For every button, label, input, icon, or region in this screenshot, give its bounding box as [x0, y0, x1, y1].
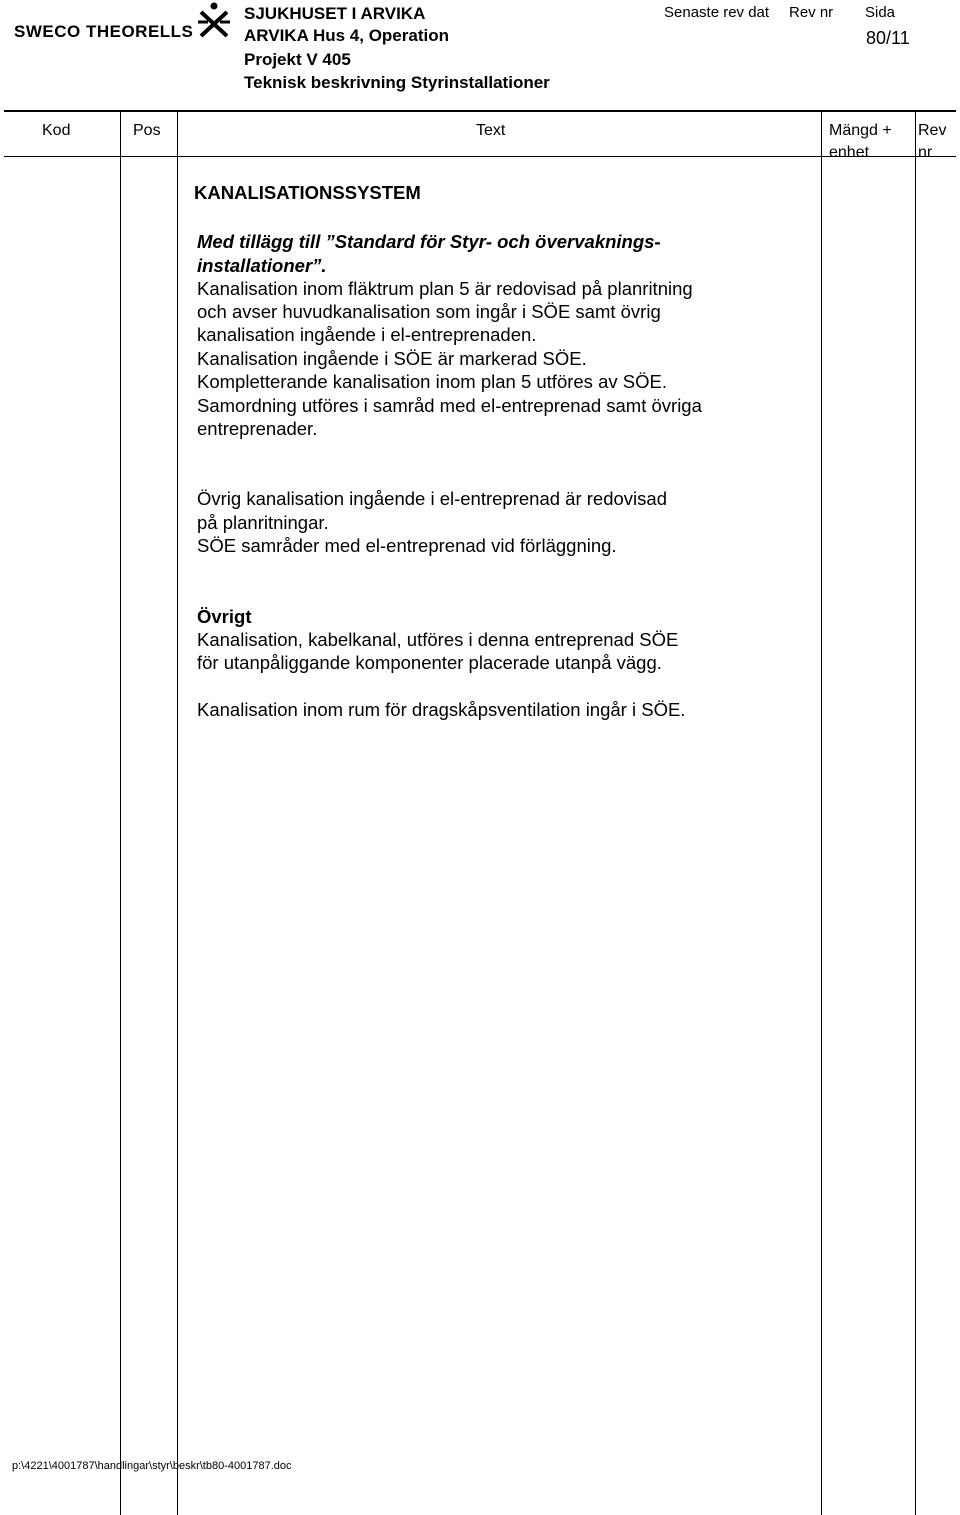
column-header-pos: Pos	[133, 122, 161, 139]
column-header-quantity-line2: enhet	[829, 144, 870, 161]
paragraph-line: entreprenader.	[197, 418, 318, 439]
intro-italic-line: Med tillägg till ”Standard för Styr- och övervaknings-	[197, 231, 661, 252]
last-rev-date-label: Senaste rev dat	[664, 4, 770, 21]
company-logo-text: SWECO THEORELLS	[14, 22, 194, 41]
column-divider	[821, 111, 822, 1515]
column-divider	[120, 111, 121, 1515]
page-label: Sida	[865, 4, 896, 21]
column-divider	[177, 111, 178, 1515]
column-header-text: Text	[476, 122, 506, 139]
column-header-kod: Kod	[42, 122, 71, 139]
project-title-2: ARVIKA Hus 4, Operation	[244, 26, 449, 45]
paragraph-line: på planritningar.	[197, 512, 329, 533]
column-divider	[915, 111, 916, 1515]
column-header-rev	[918, 120, 946, 164]
document-title: Teknisk beskrivning Styrinstallationer	[244, 73, 550, 92]
paragraph-line: Kanalisation ingående i SÖE är markerad SÖE.	[197, 348, 587, 369]
column-header-rule	[4, 156, 956, 157]
paragraph-line: SÖE samråder med el-entreprenad vid förläggning.	[197, 535, 617, 556]
column-header-quantity	[829, 120, 892, 164]
paragraph-line: kanalisation ingående i el-entreprenaden.	[197, 324, 537, 345]
page-number: 80/11	[866, 28, 910, 48]
column-header-rev-line2: nr	[918, 144, 933, 161]
rev-nr-label: Rev nr	[789, 4, 834, 21]
intro-italic-line: installationer”.	[197, 255, 327, 276]
paragraph-line: Övrig kanalisation ingående i el-entreprenad är redovisad	[197, 488, 667, 509]
sweco-logo-icon	[196, 2, 232, 40]
project-title-1: SJUKHUSET I ARVIKA	[244, 4, 426, 23]
paragraph-line: Kanalisation inom rum för dragskåpsventilation ingår i SÖE.	[197, 699, 686, 720]
paragraph-line: Kanalisation inom fläktrum plan 5 är redovisad på planritning	[197, 278, 693, 299]
paragraph-line: för utanpåliggande komponenter placerade utanpå vägg.	[197, 652, 662, 673]
paragraph-line: Kompletterande kanalisation inom plan 5 utföres av SÖE.	[197, 371, 667, 392]
paragraph-line: Samordning utföres i samråd med el-entreprenad samt övriga	[197, 395, 702, 416]
column-header-rev-line1: Rev	[918, 122, 947, 139]
section-heading: KANALISATIONSSYSTEM	[194, 182, 421, 203]
paragraph-line: Kanalisation, kabelkanal, utföres i denna entreprenad SÖE	[197, 629, 679, 650]
file-path-footer: p:\4221\4001787\handlingar\styr\beskr\tb80-4001787.doc	[12, 1460, 292, 1472]
column-header-quantity-line1: Mängd +	[829, 122, 892, 139]
project-title-3: Projekt V 405	[244, 50, 351, 69]
paragraph-line: och avser huvudkanalisation som ingår i SÖE samt övrig	[197, 301, 661, 322]
header-rule	[4, 110, 956, 112]
ovrigt-heading: Övrigt	[197, 606, 252, 627]
